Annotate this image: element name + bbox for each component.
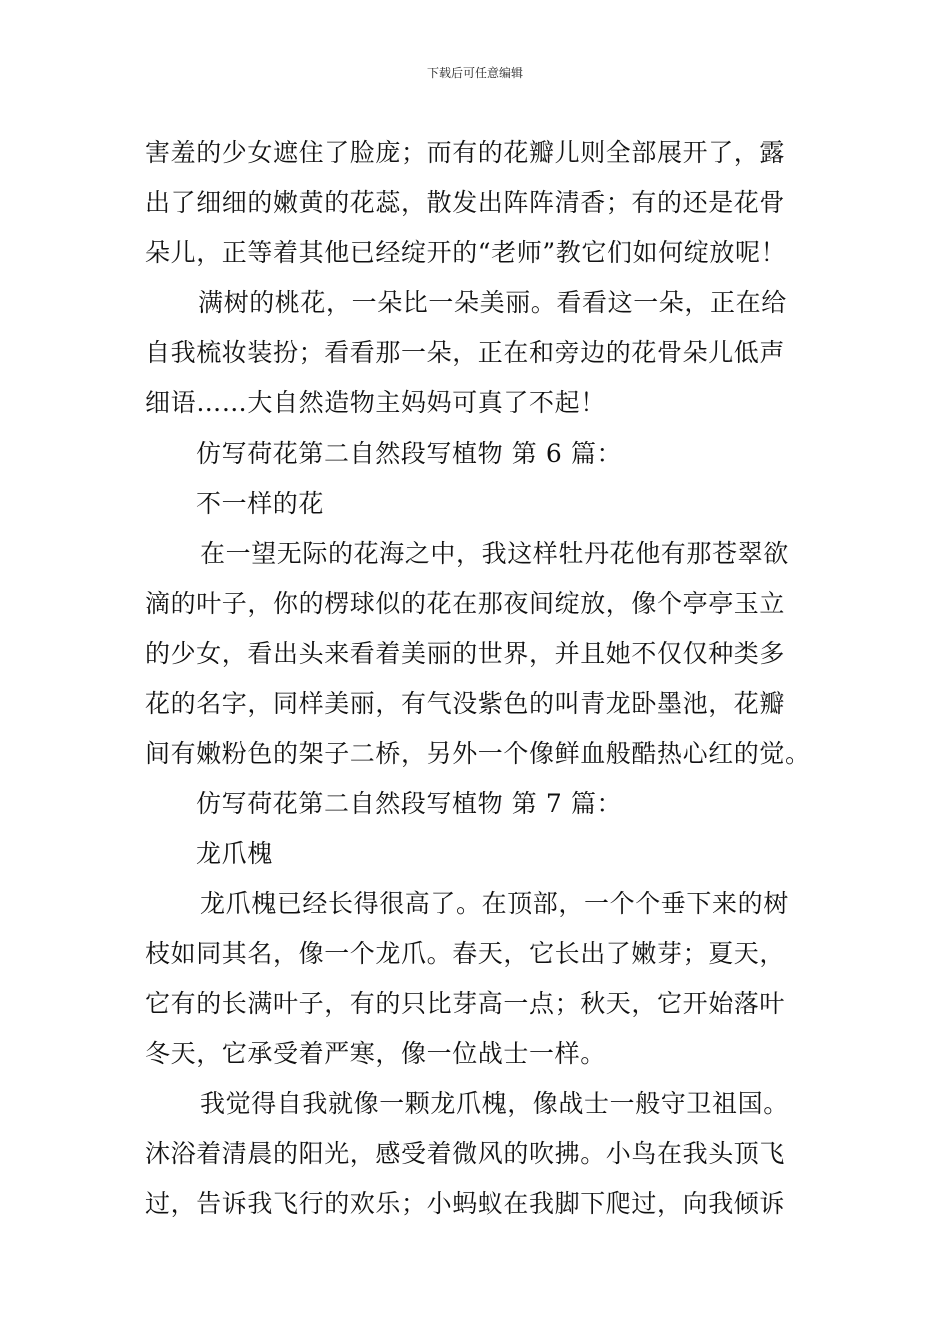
text-line: 滴的叶子，你的楞球似的花在那夜间绽放，像个亭亭玉立 <box>145 589 786 618</box>
section-subtitle: 不一样的花 <box>196 489 325 518</box>
text-line: 过，告诉我飞行的欢乐；小蚂蚁在我脚下爬过，向我倾诉 <box>145 1189 786 1218</box>
text-line: 细语……大自然造物主妈妈可真了不起！ <box>145 388 606 417</box>
text-line: 朵儿，正等着其他已经绽开的“老师”教它们如何绽放呢！ <box>145 238 787 267</box>
section-subtitle: 龙爪槐 <box>196 839 273 868</box>
text-line: 出了细细的嫩黄的花蕊，散发出阵阵清香；有的还是花骨 <box>145 188 786 217</box>
text-line: 害羞的少女遮住了脸庞；而有的花瓣儿则全部展开了，露 <box>145 138 786 167</box>
paragraph-first-line: 满树的桃花，一朵比一朵美丽。看看这一朵，正在给 <box>198 288 787 317</box>
section-heading-7: 仿写荷花第二自然段写植物 第 7 篇： <box>196 789 623 818</box>
paragraph-first-line: 我觉得自我就像一颗龙爪槐，像战士一般守卫祖国。 <box>200 1089 789 1118</box>
text-line: 枝如同其名，像一个龙爪。春天，它长出了嫩芽；夏天， <box>145 939 786 968</box>
text-line: 沐浴着清晨的阳光，感受着微风的吹拂。小鸟在我头顶飞 <box>145 1139 786 1168</box>
text-line: 间有嫩粉色的架子二桥，另外一个像鲜血般酷热心红的觉。 <box>145 739 811 768</box>
section-heading-6: 仿写荷花第二自然段写植物 第 6 篇： <box>196 439 623 468</box>
text-line: 它有的长满叶子，有的只比芽高一点；秋天，它开始落叶 <box>145 989 786 1018</box>
text-line: 花的名字，同样美丽，有气没紫色的叫青龙卧墨池，花瓣 <box>145 689 786 718</box>
text-line: 冬天，它承受着严寒，像一位战士一样。 <box>145 1039 606 1068</box>
page-header: 下载后可任意编辑 <box>426 66 523 80</box>
text-line: 自我梳妆装扮；看看那一朵，正在和旁边的花骨朵儿低声 <box>145 338 786 367</box>
paragraph-first-line: 在一望无际的花海之中，我这样牡丹花他有那苍翠欲 <box>200 539 789 568</box>
text-line: 的少女，看出头来看着美丽的世界，并且她不仅仅种类多 <box>145 639 786 668</box>
paragraph-first-line: 龙爪槐已经长得很高了。在顶部，一个个垂下来的树 <box>200 889 789 918</box>
